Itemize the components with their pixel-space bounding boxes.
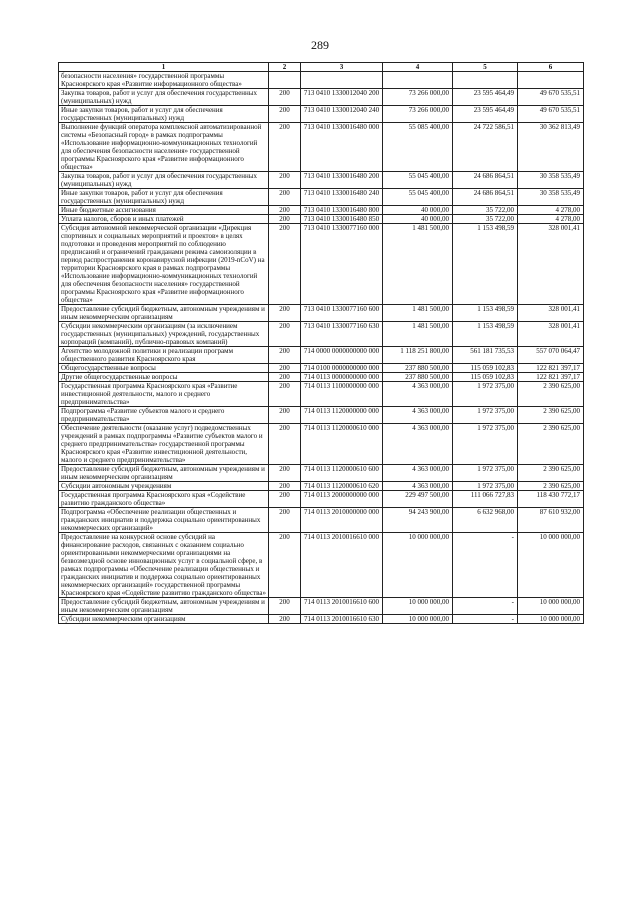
column-header: 5: [453, 63, 518, 72]
table-row: [59, 206, 584, 215]
table-cell: 118 430 772,17: [518, 491, 584, 508]
table-cell: Закупка товаров, работ и услуг для обеспечения государственных (муниципальных) нужд: [59, 172, 269, 189]
table-cell: 200: [269, 224, 301, 305]
table-cell: 200: [269, 347, 301, 364]
table-cell: Общегосударственные вопросы: [59, 364, 269, 373]
table-cell: 328 001,41: [518, 305, 584, 322]
column-header: 1: [59, 63, 269, 72]
table-cell: 30 358 535,49: [518, 172, 584, 189]
table-cell: 200: [269, 424, 301, 465]
table-row: [59, 322, 584, 347]
table-cell: 714 0113 1120000610 620: [301, 482, 383, 491]
table-cell: 55 085 400,00: [383, 123, 453, 172]
table-row: [59, 172, 584, 189]
table-cell: Иные закупки товаров, работ и услуг для обеспечения государственных (муниципальных) нужд: [59, 189, 269, 206]
table-cell: 200: [269, 373, 301, 382]
table-cell: 713 0410 1330016480 240: [301, 189, 383, 206]
table-row: [59, 72, 584, 89]
table-cell: 4 278,00: [518, 206, 584, 215]
table-row: [59, 598, 584, 615]
table-cell: 23 595 464,49: [453, 89, 518, 106]
table-cell: 87 610 932,00: [518, 508, 584, 533]
table-cell: 200: [269, 407, 301, 424]
table-cell: 714 0113 1120000000 000: [301, 407, 383, 424]
table-cell: 714 0113 1100000000 000: [301, 382, 383, 407]
table-cell: Предоставление субсидий бюджетным, автономным учреждениям и иным некоммерческим организациям: [59, 465, 269, 482]
table-cell: 2 390 625,00: [518, 482, 584, 491]
table-cell: 10 000 000,00: [383, 615, 453, 624]
table-row: [59, 364, 584, 373]
table-cell: 714 0113 2010016610 630: [301, 615, 383, 624]
table-cell: 122 821 397,17: [518, 373, 584, 382]
table-cell: 24 686 864,51: [453, 172, 518, 189]
table-cell: 713 0410 1330016480 800: [301, 206, 383, 215]
table-cell: 328 001,41: [518, 322, 584, 347]
table-row: [59, 305, 584, 322]
table-cell: 111 066 727,83: [453, 491, 518, 508]
table-cell: 1 972 375,00: [453, 465, 518, 482]
table-cell: 714 0100 0000000000 000: [301, 364, 383, 373]
table-cell: 200: [269, 123, 301, 172]
table-cell: 115 059 102,83: [453, 373, 518, 382]
table-cell: 30 362 813,49: [518, 123, 584, 172]
table-cell: 1 153 498,59: [453, 224, 518, 305]
table-cell: Другие общегосударственные вопросы: [59, 373, 269, 382]
column-header: 4: [383, 63, 453, 72]
page-number: 289: [311, 38, 329, 52]
table-cell: Подпрограмма «Развитие субъектов малого и среднего предпринимательства»: [59, 407, 269, 424]
table-cell: -: [453, 598, 518, 615]
table-cell: 200: [269, 482, 301, 491]
table-row: [59, 465, 584, 482]
table-cell: [518, 72, 584, 89]
table-header-row: [59, 63, 584, 72]
table-cell: 2 390 625,00: [518, 382, 584, 407]
table-row: [59, 224, 584, 305]
table-cell: Субсидии некоммерческим организациям (за исключением государственных (муниципальных) учреждений, государственных корпораций (компаний), публично-правовых компаний): [59, 322, 269, 347]
table-cell: 561 181 735,53: [453, 347, 518, 364]
table-cell: 10 000 000,00: [518, 615, 584, 624]
table-cell: 713 0410 1330012040 200: [301, 89, 383, 106]
table-cell: [269, 72, 301, 89]
table-cell: Обеспечение деятельности (оказание услуг) подведомственных учреждений в рамках подпрограммы «Развитие субъектов малого и среднего предпринимательства» государственной программы Красноярского края «Развитие инвестиционной деятельности, малого и среднего предпринимательства»: [59, 424, 269, 465]
table-cell: 4 363 000,00: [383, 407, 453, 424]
table-cell: [383, 72, 453, 89]
table-cell: Агентство молодежной политики и реализации программ общественного развития Красноярского края: [59, 347, 269, 364]
column-header: 2: [269, 63, 301, 72]
table-cell: 713 0410 1330012040 240: [301, 106, 383, 123]
table-cell: 200: [269, 322, 301, 347]
table-cell: 200: [269, 491, 301, 508]
column-header: 3: [301, 63, 383, 72]
table-cell: Субсидии автономным учреждениям: [59, 482, 269, 491]
table-cell: 714 0113 1120000610 600: [301, 465, 383, 482]
table-cell: 200: [269, 508, 301, 533]
table-row: [59, 407, 584, 424]
table-cell: 714 0000 0000000000 000: [301, 347, 383, 364]
table-cell: 30 358 535,49: [518, 189, 584, 206]
table-row: [59, 533, 584, 598]
table-cell: 6 632 968,00: [453, 508, 518, 533]
table-cell: 1 972 375,00: [453, 407, 518, 424]
table-cell: 200: [269, 189, 301, 206]
table-row: [59, 615, 584, 624]
table-cell: 4 363 000,00: [383, 482, 453, 491]
table-cell: 49 670 535,51: [518, 106, 584, 123]
table-cell: [453, 72, 518, 89]
table-cell: 115 059 102,83: [453, 364, 518, 373]
table-cell: 200: [269, 206, 301, 215]
table-row: [59, 215, 584, 224]
table-cell: 200: [269, 598, 301, 615]
column-header: 6: [518, 63, 584, 72]
table-cell: 200: [269, 364, 301, 373]
table-cell: 200: [269, 172, 301, 189]
table-row: [59, 373, 584, 382]
table-cell: 10 000 000,00: [518, 533, 584, 598]
table-cell: 200: [269, 106, 301, 123]
table-cell: 200: [269, 533, 301, 598]
table-cell: 714 0113 0000000000 000: [301, 373, 383, 382]
table-cell: 122 821 397,17: [518, 364, 584, 373]
table-cell: Государственная программа Красноярского края «Развитие инвестиционной деятельности, малого и среднего предпринимательства»: [59, 382, 269, 407]
table-cell: 200: [269, 215, 301, 224]
table-row: [59, 508, 584, 533]
table-cell: 713 0410 1330077160 630: [301, 322, 383, 347]
table-cell: 713 0410 1330077160 600: [301, 305, 383, 322]
table-cell: 73 266 000,00: [383, 106, 453, 123]
table-row: [59, 106, 584, 123]
table-cell: [301, 72, 383, 89]
table-cell: -: [453, 615, 518, 624]
table-cell: 713 0410 1330016480 000: [301, 123, 383, 172]
table-cell: 4 363 000,00: [383, 382, 453, 407]
table-cell: 2 390 625,00: [518, 407, 584, 424]
table-cell: Предоставление субсидий бюджетным, автономным учреждениям и иным некоммерческим организациям: [59, 305, 269, 322]
table-cell: 1 972 375,00: [453, 424, 518, 465]
table-cell: 713 0410 1330016480 200: [301, 172, 383, 189]
table-cell: 557 070 064,47: [518, 347, 584, 364]
table-cell: 55 045 400,00: [383, 189, 453, 206]
table-cell: 10 000 000,00: [383, 533, 453, 598]
table-cell: 237 880 500,00: [383, 373, 453, 382]
table-cell: 713 0410 1330077160 000: [301, 224, 383, 305]
table-cell: 4 363 000,00: [383, 465, 453, 482]
table-cell: 35 722,00: [453, 215, 518, 224]
table-cell: 200: [269, 89, 301, 106]
table-cell: 1 481 500,00: [383, 305, 453, 322]
table-row: [59, 482, 584, 491]
table-cell: Предоставление на конкурсной основе субсидий на финансирование расходов, связанных с оказанием социально ориентированными некоммерческими организациями на безвозмездной основе инновационных услуг в социальной сфере, в рамках подпрограммы «Обеспечение реализации общественных и гражданских инициатив и поддержка социально ориентированных некоммерческих организаций» государственной программы Красноярского края «Содействие развитию гражданского общества»: [59, 533, 269, 598]
table-cell: Иные закупки товаров, работ и услуг для обеспечения государственных (муниципальных) нужд: [59, 106, 269, 123]
table-cell: Субсидия автономной некоммерческой организации «Дирекция спортивных и социальных мероприятий и проектов» в целях подготовки и проведения мероприятий по соблюдению предписаний и ограничений гражданами режима самоизоляции в период распространения коронавирусной инфекции (2019-nCoV) на территории Красноярского края в рамках подпрограммы «Использование информационно-коммуникационных технологий для обеспечения безопасности населения» государственной программы Красноярского края «Развитие информационного общества»: [59, 224, 269, 305]
table-cell: 10 000 000,00: [383, 598, 453, 615]
table-cell: 24 686 864,51: [453, 189, 518, 206]
table-cell: Субсидии некоммерческим организациям: [59, 615, 269, 624]
table-cell: Государственная программа Красноярского края «Содействие развитию гражданского общества»: [59, 491, 269, 508]
table-cell: 1 972 375,00: [453, 382, 518, 407]
table-cell: 73 266 000,00: [383, 89, 453, 106]
table-cell: -: [453, 533, 518, 598]
table-cell: 200: [269, 382, 301, 407]
table-cell: 229 497 500,00: [383, 491, 453, 508]
table-row: [59, 89, 584, 106]
budget-table: [58, 62, 584, 624]
table-cell: безопасности населения» государственной программы Красноярского края «Развитие информационного общества»: [59, 72, 269, 89]
table-cell: 1 972 375,00: [453, 482, 518, 491]
table-cell: Предоставление субсидий бюджетным, автономным учреждениям и иным некоммерческим организациям: [59, 598, 269, 615]
table-cell: 2 390 625,00: [518, 424, 584, 465]
table-cell: 714 0113 2010000000 000: [301, 508, 383, 533]
table-row: [59, 491, 584, 508]
table-cell: 714 0113 2010016610 600: [301, 598, 383, 615]
table-cell: 1 481 500,00: [383, 224, 453, 305]
table-cell: 1 118 251 800,00: [383, 347, 453, 364]
table-cell: 328 001,41: [518, 224, 584, 305]
table-row: [59, 424, 584, 465]
table-cell: Уплата налогов, сборов и иных платежей: [59, 215, 269, 224]
table-cell: 200: [269, 305, 301, 322]
table-cell: 4 363 000,00: [383, 424, 453, 465]
table-cell: Иные бюджетные ассигнования: [59, 206, 269, 215]
table-row: [59, 189, 584, 206]
table-cell: 4 278,00: [518, 215, 584, 224]
table-cell: 23 595 464,49: [453, 106, 518, 123]
table-cell: 49 670 535,51: [518, 89, 584, 106]
table-cell: 714 0113 2000000000 000: [301, 491, 383, 508]
table-cell: 2 390 625,00: [518, 465, 584, 482]
table-cell: 40 000,00: [383, 215, 453, 224]
table-row: [59, 123, 584, 172]
table-cell: 94 243 900,00: [383, 508, 453, 533]
table-cell: 714 0113 1120000610 000: [301, 424, 383, 465]
table-cell: Подпрограмма «Обеспечение реализации общественных и гражданских инициатив и поддержка социально ориентированных некоммерческих организаций»: [59, 508, 269, 533]
table-cell: 200: [269, 465, 301, 482]
table-row: [59, 382, 584, 407]
table-cell: Закупка товаров, работ и услуг для обеспечения государственных (муниципальных) нужд: [59, 89, 269, 106]
table-cell: 40 000,00: [383, 206, 453, 215]
table-cell: 35 722,00: [453, 206, 518, 215]
table-cell: 714 0113 2010016610 000: [301, 533, 383, 598]
table-cell: 24 722 586,51: [453, 123, 518, 172]
table-cell: 1 153 498,59: [453, 305, 518, 322]
table-row: [59, 347, 584, 364]
table-cell: 55 045 400,00: [383, 172, 453, 189]
table-cell: 237 880 500,00: [383, 364, 453, 373]
table-cell: 1 153 498,59: [453, 322, 518, 347]
table-cell: 10 000 000,00: [518, 598, 584, 615]
table-cell: 713 0410 1330016480 850: [301, 215, 383, 224]
table-cell: Выполнение функций оператора комплексной автоматизированной системы «Безопасный город» в рамках подпрограммы «Использование информационно-коммуникационных технологий для обеспечения безопасности населения» государственной программы Красноярского края «Развитие информационного общества»: [59, 123, 269, 172]
table-cell: 200: [269, 615, 301, 624]
table-cell: 1 481 500,00: [383, 322, 453, 347]
